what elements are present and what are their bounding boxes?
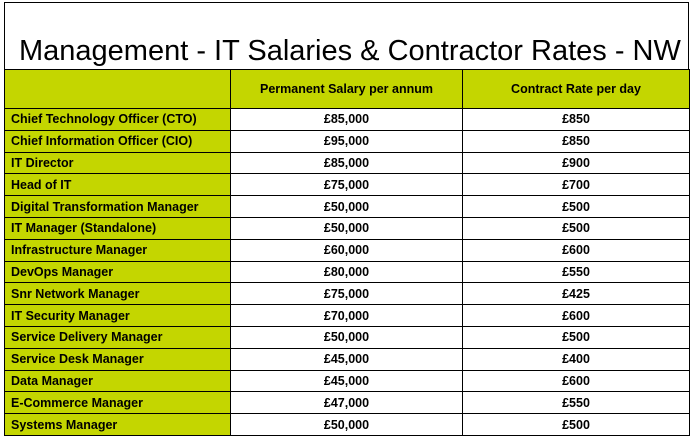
rate-cell: £850: [463, 130, 690, 152]
salary-cell: £95,000: [231, 130, 463, 152]
table-row: [5, 414, 690, 436]
table-row: [5, 196, 690, 218]
rate-cell: £500: [463, 196, 690, 218]
table-row: [5, 174, 690, 196]
salary-cell: £85,000: [231, 152, 463, 174]
table-row: [5, 217, 690, 239]
role-cell: Systems Manager: [5, 414, 231, 436]
salary-cell: £50,000: [231, 326, 463, 348]
table-row: [5, 283, 690, 305]
role-cell: IT Manager (Standalone): [5, 217, 231, 239]
role-cell: Data Manager: [5, 370, 231, 392]
table-row: [5, 370, 690, 392]
role-cell: IT Security Manager: [5, 305, 231, 327]
table-row: [5, 109, 690, 131]
header-row: [5, 70, 690, 109]
rate-cell: £550: [463, 261, 690, 283]
salary-sheet: [4, 2, 689, 436]
role-cell: Chief Information Officer (CIO): [5, 130, 231, 152]
table-row: [5, 305, 690, 327]
salary-cell: £80,000: [231, 261, 463, 283]
role-cell: Digital Transformation Manager: [5, 196, 231, 218]
rate-cell: £400: [463, 348, 690, 370]
table-row: [5, 130, 690, 152]
role-cell: Service Delivery Manager: [5, 326, 231, 348]
role-cell: E-Commerce Manager: [5, 392, 231, 414]
header-rate: Contract Rate per day: [463, 70, 690, 109]
salary-cell: £50,000: [231, 217, 463, 239]
table-row: [5, 348, 690, 370]
salary-cell: £85,000: [231, 109, 463, 131]
rate-cell: £500: [463, 414, 690, 436]
page-title: Management - IT Salaries & Contractor Rates - NW: [19, 35, 681, 67]
table-row: [5, 152, 690, 174]
table-row: [5, 239, 690, 261]
salary-cell: £75,000: [231, 174, 463, 196]
salary-cell: £50,000: [231, 414, 463, 436]
rate-cell: £500: [463, 217, 690, 239]
rate-cell: £900: [463, 152, 690, 174]
rate-cell: £850: [463, 109, 690, 131]
salary-cell: £45,000: [231, 348, 463, 370]
role-cell: Head of IT: [5, 174, 231, 196]
table-row: [5, 392, 690, 414]
salary-cell: £75,000: [231, 283, 463, 305]
table-row: [5, 261, 690, 283]
rate-cell: £550: [463, 392, 690, 414]
rate-cell: £425: [463, 283, 690, 305]
role-cell: Snr Network Manager: [5, 283, 231, 305]
role-cell: Chief Technology Officer (CTO): [5, 109, 231, 131]
table-row: [5, 326, 690, 348]
role-cell: IT Director: [5, 152, 231, 174]
salary-cell: £70,000: [231, 305, 463, 327]
header-role: [5, 70, 231, 109]
rate-cell: £600: [463, 370, 690, 392]
rate-cell: £600: [463, 239, 690, 261]
rate-cell: £600: [463, 305, 690, 327]
salary-cell: £50,000: [231, 196, 463, 218]
salary-cell: £60,000: [231, 239, 463, 261]
rate-cell: £700: [463, 174, 690, 196]
rate-cell: £500: [463, 326, 690, 348]
header-salary: Permanent Salary per annum: [231, 70, 463, 109]
role-cell: Infrastructure Manager: [5, 239, 231, 261]
salary-cell: £45,000: [231, 370, 463, 392]
salary-table: [4, 69, 690, 436]
role-cell: Service Desk Manager: [5, 348, 231, 370]
salary-cell: £47,000: [231, 392, 463, 414]
role-cell: DevOps Manager: [5, 261, 231, 283]
